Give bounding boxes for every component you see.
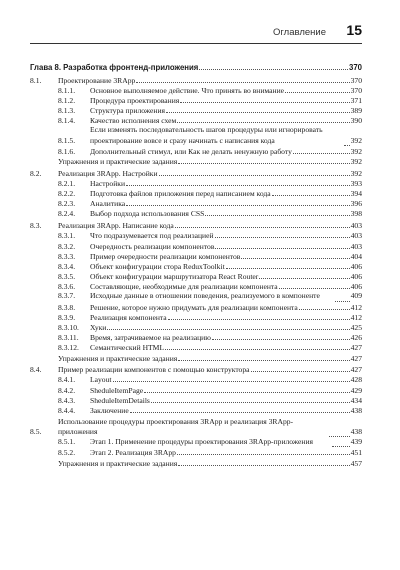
toc-entry-number: 8.5. [30, 426, 42, 436]
toc-entry-label: Объект конфигурации стора ReduxToolkit [90, 261, 225, 271]
toc-subsection[interactable] [30, 385, 362, 395]
toc-entry-label: Процедура проектирования [90, 95, 180, 105]
toc-entry-page: 392 [350, 168, 362, 178]
page-number: 15 [346, 22, 362, 38]
toc-entry-page: 371 [350, 95, 362, 105]
toc-entry-number: 8.2.3. [58, 199, 76, 209]
toc-leader-dots [144, 385, 349, 393]
toc-entry-page: 427 [350, 365, 362, 375]
toc-leader-dots [293, 146, 350, 154]
toc-entry-label: Объект конфигурации маршрутизатора React Router [90, 272, 259, 282]
toc-entry-number: 8.1.2. [58, 95, 76, 105]
header-rule [30, 43, 362, 44]
toc-entry-number: 8.1. [30, 75, 42, 85]
toc-leader-dots [329, 429, 350, 437]
toc-leader-dots [259, 271, 349, 279]
toc-leader-dots [272, 188, 350, 196]
toc-leader-dots [178, 458, 349, 466]
toc-entry-page: 438 [350, 426, 362, 436]
toc-leader-dots [178, 353, 349, 361]
toc-entry-label: Качество исполнения схем [90, 116, 177, 126]
toc-entry-number: 8.3. [30, 221, 42, 231]
toc-leader-dots [126, 178, 350, 186]
toc-chapter[interactable] [30, 62, 362, 73]
toc-entry-page: 394 [350, 189, 362, 199]
toc-entry-page: 404 [350, 251, 362, 261]
toc-leader-dots [165, 342, 350, 350]
toc-entry-label: Время, затрачиваемое на реализацию [90, 333, 211, 343]
toc-subsection[interactable] [30, 208, 362, 218]
toc-entry-page: 406 [350, 282, 362, 292]
toc-leader-dots [159, 168, 350, 176]
toc-entry-number: 8.5.1. [58, 437, 76, 447]
toc-subsection[interactable] [30, 291, 362, 301]
toc-entry-number: 8.4. [30, 365, 42, 375]
toc-entry-label: Пример очередности реализации компонентов [90, 251, 241, 261]
toc-entry-label: Использование процедуры проектирования 3RApp и реализация 3RApp-приложения [58, 416, 294, 436]
toc-entry-label: Составляющие, необходимые для реализации компонента [90, 282, 278, 292]
toc-entry-page: 403 [350, 231, 362, 241]
toc-entry-label: Глава 8. Разработка фронтенд-приложения [30, 63, 199, 72]
toc-entry-label: SheduleItemPage [90, 385, 144, 395]
toc-entry-page: 370 [348, 63, 362, 72]
toc-entry-label: Заключение [90, 406, 129, 416]
toc-leader-dots [151, 395, 350, 403]
table-of-contents [30, 62, 362, 468]
toc-entry-label: Семантический HTML [90, 343, 165, 353]
toc-entry-label: Основное выполняемое действие. Что принять во внимание [90, 85, 285, 95]
toc-entry-page: 389 [350, 106, 362, 116]
toc-leader-dots [177, 115, 349, 123]
toc-leader-dots [205, 208, 349, 216]
toc-entry-label: Реализация 3RApp. Написание кода [58, 221, 174, 231]
toc-leader-dots [130, 405, 350, 413]
toc-leader-dots [107, 322, 349, 330]
toc-subsection[interactable] [30, 302, 362, 312]
toc-leader-dots [226, 261, 350, 269]
toc-subsection[interactable] [30, 156, 362, 166]
toc-entry-page: 398 [350, 209, 362, 219]
toc-leader-dots [335, 294, 349, 302]
toc-leader-dots [113, 374, 350, 382]
toc-entry-page: 427 [350, 343, 362, 353]
toc-entry-label: Реализация компонента [90, 312, 167, 322]
toc-subsection[interactable] [30, 85, 362, 95]
toc-leader-dots [199, 62, 348, 70]
toc-entry-label: Аналитика [90, 199, 126, 209]
toc-entry-label: Дополнительный стимул, или Как не делать ненужную работу [90, 146, 292, 156]
toc-section[interactable] [30, 168, 362, 178]
toc-subsection[interactable] [30, 447, 362, 457]
toc-entry-number: 8.1.3. [58, 106, 76, 116]
toc-entry-page: 412 [350, 312, 362, 322]
toc-entry-page: 392 [350, 146, 362, 156]
toc-entry-number: 8.4.3. [58, 395, 76, 405]
toc-subsection[interactable] [30, 188, 362, 198]
toc-entry-label: Решение, которое нужно придумать для реализации компонента [90, 302, 298, 312]
toc-entry-page: 426 [350, 333, 362, 343]
toc-entry-label: Структура приложения [90, 106, 165, 116]
toc-entry-label: Очередность реализации компонентов [90, 241, 215, 251]
toc-subsection[interactable] [30, 146, 362, 156]
toc-entry-label: Исходные данные в отношении поведения, реализуемого в компоненте [90, 291, 320, 301]
toc-entry-label: Этап 2. Реализация 3RApp [90, 448, 176, 458]
toc-entry-page: 403 [350, 221, 362, 231]
toc-entry-number: 8.4.4. [58, 406, 76, 416]
toc-leader-dots [215, 230, 350, 238]
toc-entry-page: 412 [350, 302, 362, 312]
toc-subsection[interactable] [30, 105, 362, 115]
toc-subsection[interactable] [30, 405, 362, 415]
toc-subsection[interactable] [30, 198, 362, 208]
toc-entry-number: 8.3.6. [58, 282, 76, 292]
toc-entry-number: 8.1.5. [58, 135, 76, 145]
toc-section[interactable] [30, 220, 362, 230]
toc-entry-page: 427 [350, 353, 362, 363]
toc-subsection[interactable] [30, 342, 362, 352]
toc-entry-number: 8.3.1. [58, 231, 76, 241]
toc-entry-number: 8.3.4. [58, 261, 76, 271]
toc-entry-page: 390 [350, 116, 362, 126]
toc-entry-page: 392 [350, 135, 362, 145]
toc-entry-page: 434 [350, 395, 362, 405]
toc-leader-dots [279, 281, 350, 289]
toc-entry-number: 8.4.2. [58, 385, 76, 395]
toc-leader-dots [168, 312, 350, 320]
toc-entry-label: Упражнения и практические задания [58, 458, 178, 468]
toc-entry-number: 8.3.3. [58, 251, 76, 261]
toc-leader-dots [177, 447, 350, 455]
toc-entry-number: 8.1.4. [58, 116, 76, 126]
toc-entry-page: 409 [350, 291, 363, 301]
page-header [30, 22, 362, 44]
toc-leader-dots [241, 251, 349, 259]
toc-subsection[interactable] [30, 115, 362, 125]
toc-entry-label: Хуки [90, 323, 107, 333]
toc-subsection[interactable] [30, 241, 362, 251]
toc-subsection[interactable] [30, 178, 362, 188]
toc-entry-page: 457 [350, 458, 362, 468]
toc-entry-number: 8.2.2. [58, 189, 76, 199]
toc-entry-number: 8.3.10. [58, 323, 79, 333]
toc-leader-dots [126, 198, 349, 206]
toc-leader-dots [180, 95, 349, 103]
toc-entry-number: 8.3.7. [58, 291, 76, 301]
toc-entry-page: 396 [350, 199, 362, 209]
toc-subsection[interactable] [30, 271, 362, 281]
toc-entry-label: Если изменять последовательность шагов процедуры или игнорировать проектирование вовсе и сразу начинать с написания кода [90, 125, 323, 145]
toc-leader-dots [166, 105, 350, 113]
toc-entry-number: 8.2.4. [58, 209, 76, 219]
toc-subsection[interactable] [30, 230, 362, 240]
toc-entry-label: Упражнения и практические задания [58, 353, 178, 363]
toc-entry-page: 393 [350, 178, 362, 188]
toc-entry-number: 8.3.11. [58, 333, 79, 343]
toc-entry-number: 8.5.2. [58, 448, 76, 458]
toc-leader-dots [332, 439, 350, 447]
toc-entry-number: 8.3.5. [58, 272, 76, 282]
toc-section[interactable] [30, 75, 362, 85]
toc-subsection[interactable] [30, 125, 362, 145]
toc-entry-page: 392 [350, 157, 362, 167]
toc-subsection[interactable] [30, 395, 362, 405]
toc-entry-label: Что подразумевается под реализацией [90, 231, 214, 241]
toc-entry-label: Этап 1. Применение процедуры проектирования 3RApp-приложения [90, 437, 314, 447]
toc-entry-number: 8.2.1. [58, 178, 76, 188]
toc-entry-page: 425 [350, 323, 362, 333]
toc-leader-dots [212, 332, 350, 340]
toc-subsection[interactable] [30, 281, 362, 291]
toc-entry-page: 429 [350, 385, 362, 395]
toc-entry-label: Выбор подхода использования CSS [90, 209, 205, 219]
toc-subsection[interactable] [30, 458, 362, 468]
toc-subsection[interactable] [30, 332, 362, 342]
toc-entry-page: 370 [350, 85, 362, 95]
toc-subsection[interactable] [30, 353, 362, 363]
toc-entry-number: 8.2. [30, 168, 42, 178]
toc-entry-label: Layout [90, 375, 112, 385]
toc-subsection[interactable] [30, 312, 362, 322]
toc-leader-dots [344, 138, 350, 146]
toc-entry-label: Проектирование 3RApp [58, 75, 136, 85]
toc-leader-dots [178, 156, 349, 164]
toc-entry-number: 8.3.9. [58, 312, 76, 322]
toc-subsection[interactable] [30, 322, 362, 332]
toc-entry-label: SheduleItemDetails [90, 395, 150, 405]
toc-entry-number: 8.3.8. [58, 302, 76, 312]
toc-entry-number: 8.1.6. [58, 146, 76, 156]
toc-leader-dots [285, 85, 350, 93]
toc-entry-label: Настройки [90, 178, 126, 188]
toc-entry-page: 439 [350, 437, 362, 447]
toc-leader-dots [215, 241, 349, 249]
toc-leader-dots [136, 75, 349, 83]
toc-entry-page: 370 [350, 75, 362, 85]
running-title: Оглавление [273, 27, 326, 38]
toc-entry-label: Подготовка файлов приложения перед написанием кода [90, 189, 271, 199]
toc-subsection[interactable] [30, 251, 362, 261]
toc-leader-dots [175, 220, 350, 228]
toc-subsection[interactable] [30, 261, 362, 271]
toc-entry-page: 406 [350, 261, 362, 271]
toc-entry-label: Реализация 3RApp. Настройки [58, 168, 158, 178]
toc-entry-label: Пример реализации компонентов с помощью конструктора [58, 365, 250, 375]
toc-entry-label: Упражнения и практические задания [58, 157, 178, 167]
toc-leader-dots [299, 302, 350, 310]
toc-entry-number: 8.1.1. [58, 85, 76, 95]
toc-entry-number: 8.3.12. [58, 343, 79, 353]
toc-entry-page: 451 [350, 448, 362, 458]
toc-entry-page: 403 [350, 241, 362, 251]
toc-entry-number: 8.4.1. [58, 375, 76, 385]
toc-leader-dots [251, 364, 350, 372]
toc-subsection[interactable] [30, 437, 362, 447]
toc-entry-number: 8.3.2. [58, 241, 76, 251]
toc-section[interactable] [30, 364, 362, 374]
toc-entry-page: 428 [350, 375, 362, 385]
toc-subsection[interactable] [30, 95, 362, 105]
toc-entry-page: 406 [350, 272, 362, 282]
toc-entry-page: 438 [350, 406, 362, 416]
toc-subsection[interactable] [30, 374, 362, 384]
toc-section[interactable] [30, 417, 362, 437]
